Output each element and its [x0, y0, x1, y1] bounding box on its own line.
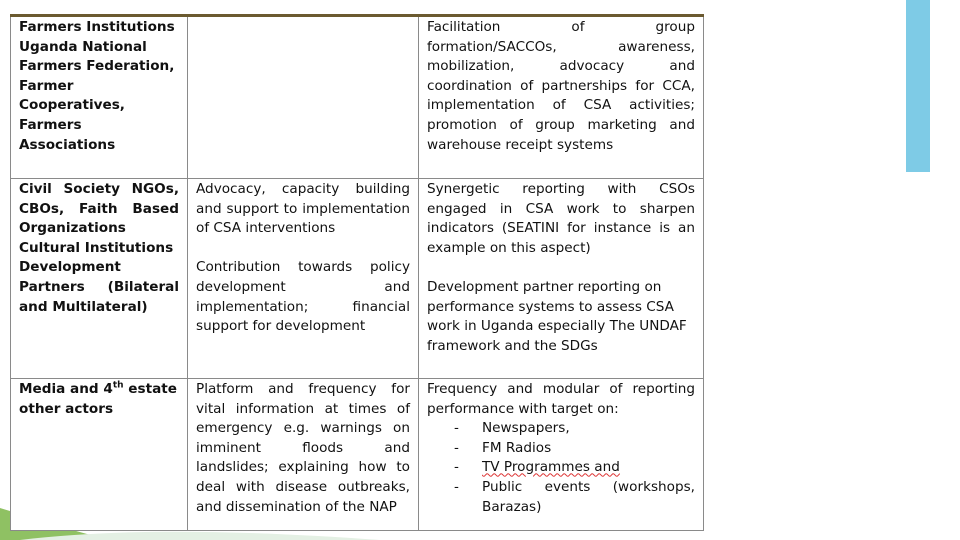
- role-cell: [188, 16, 419, 179]
- actor-superscript: th: [112, 380, 124, 391]
- list-item: - Public events (workshops, Barazas): [427, 478, 695, 517]
- accent-bar: [906, 0, 930, 172]
- reporting-text: Development partner reporting on performance systems to assess CSA work in Uganda especially The UNDAF framework and the SDGs: [427, 278, 687, 354]
- actor-text: Farmers Institutions Uganda National Farmers Federation, Farmer Cooperatives, Farmers Associations: [19, 19, 175, 153]
- stakeholder-table: [10, 14, 704, 531]
- reporting-text: Synergetic reporting with CSOs engaged in CSA work to sharpen indicators (SEATINI for instance is an example on this aspect): [427, 181, 695, 256]
- actor-cell: [11, 379, 188, 531]
- actor-text: Development Partners (Bilateral and Multilateral): [19, 259, 179, 315]
- actor-cell: [11, 179, 188, 379]
- actor-text: Civil Society NGOs, CBOs, Faith Based Organizations Cultural Institutions: [19, 181, 179, 256]
- table-row: [11, 179, 704, 379]
- list-item: - FM Radios: [427, 439, 695, 459]
- table-row: [11, 16, 704, 179]
- role-text: Platform and frequency for vital information at times of emergency e.g. warnings on imminent floods and landslides; explaining how to deal with disease outbreaks, and dissemination of the NAP: [196, 381, 410, 515]
- list-item: - Newspapers,: [427, 419, 695, 439]
- role-text: Advocacy, capacity building and support to implementation of CSA interventions: [196, 181, 410, 237]
- list-item: [427, 458, 695, 478]
- role-cell: [188, 179, 419, 379]
- role-text: Contribution towards policy development and implementation; financial support for development: [196, 259, 410, 335]
- actor-cell: [11, 16, 188, 179]
- target-list: [427, 419, 695, 517]
- list-item-text: TV Programmes and: [482, 459, 620, 476]
- reporting-cell: [419, 16, 704, 179]
- table-row: [11, 379, 704, 531]
- actor-text: estate other actors: [19, 381, 177, 417]
- reporting-cell: [419, 179, 704, 379]
- actor-text: Media and 4: [19, 381, 113, 397]
- reporting-text: Facilitation of group formation/SACCOs, awareness, mobilization, advocacy and coordination of partnerships for CCA, implementation of CSA activities; promotion of group marketing and warehouse receipt systems: [427, 19, 695, 153]
- reporting-text: Frequency and modular of reporting performance with target on:: [427, 381, 695, 417]
- reporting-cell: [419, 379, 704, 531]
- role-cell: [188, 379, 419, 531]
